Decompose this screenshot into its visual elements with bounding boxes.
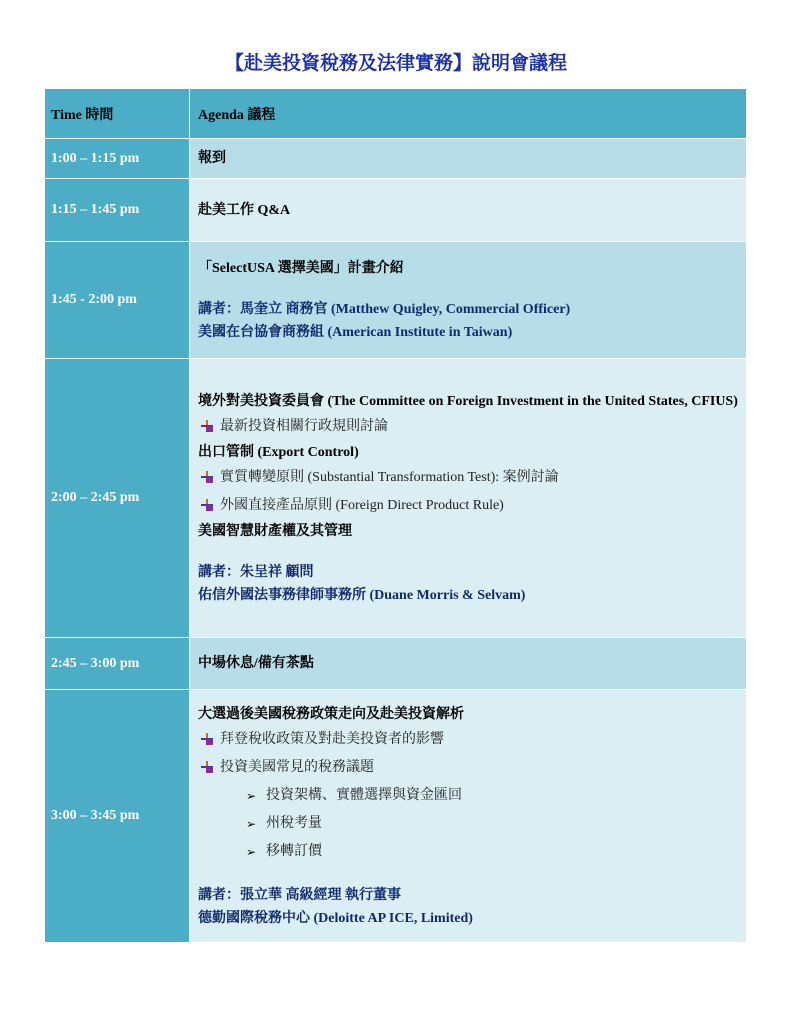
sub-item bbox=[198, 810, 738, 838]
sub-text: 投資架構、實體選擇與資金匯回 bbox=[266, 787, 462, 803]
header-time: Time 時間 bbox=[45, 89, 190, 139]
table-row bbox=[45, 242, 747, 359]
page-title: 【赴美投資稅務及法律實務】說明會議程 bbox=[224, 52, 567, 74]
table-row bbox=[45, 179, 747, 242]
table-row bbox=[45, 690, 747, 943]
sub-item bbox=[198, 782, 738, 810]
row-topic: 報到 bbox=[198, 151, 226, 166]
bullet-text: 投資美國常見的稅務議題 bbox=[220, 759, 374, 775]
bullet-text: 外國直接產品原則 (Foreign Direct Product Rule) bbox=[220, 497, 504, 513]
row-topic: 出口管制 (Export Control) bbox=[198, 444, 359, 460]
bullet-icon bbox=[201, 761, 213, 773]
speaker-name: 講者：馬奎立 商務官 (Matthew Quigley, Commercial Officer) bbox=[198, 301, 571, 317]
row-time: 1:00 – 1:15 pm bbox=[45, 139, 190, 179]
row-time: 3:00 – 3:45 pm bbox=[45, 690, 190, 943]
sub-text: 移轉訂價 bbox=[266, 843, 322, 859]
speaker-name: 講者：朱呈祥 顧問 bbox=[198, 564, 314, 580]
sub-item bbox=[198, 838, 738, 866]
bullet-item bbox=[198, 413, 738, 441]
speaker-name: 講者：張立華 高級經理 執行董事 bbox=[198, 887, 401, 903]
table-row bbox=[45, 638, 747, 690]
row-topic: 中場休息/備有茶點 bbox=[198, 656, 314, 671]
speaker-org: 佑信外國法事務律師事務所 (Duane Morris & Selvam) bbox=[198, 587, 526, 603]
row-topic: 「SelectUSA 選擇美國」計畫介紹 bbox=[198, 260, 404, 276]
table-row bbox=[45, 139, 747, 179]
arrow-icon: ➢ bbox=[246, 844, 257, 859]
row-topic: 大選過後美國稅務政策走向及赴美投資解析 bbox=[198, 706, 464, 722]
arrow-icon: ➢ bbox=[246, 816, 257, 831]
arrow-icon: ➢ bbox=[246, 788, 257, 803]
row-time: 2:00 – 2:45 pm bbox=[45, 359, 190, 638]
bullet-text: 最新投資相關行政規則討論 bbox=[220, 418, 388, 434]
speaker-org: 美國在台協會商務組 (American Institute in Taiwan) bbox=[198, 324, 513, 340]
sub-text: 州稅考量 bbox=[266, 815, 322, 831]
bullet-item bbox=[198, 492, 738, 520]
table-header-row bbox=[45, 89, 747, 139]
agenda-table bbox=[44, 88, 747, 943]
bullet-icon bbox=[201, 420, 213, 432]
table-row bbox=[45, 359, 747, 638]
row-time: 2:45 – 3:00 pm bbox=[45, 638, 190, 690]
bullet-icon bbox=[201, 733, 213, 745]
bullet-text: 拜登稅收政策及對赴美投資者的影響 bbox=[220, 731, 444, 747]
speaker-org: 德勤國際稅務中心 (Deloitte AP ICE, Limited) bbox=[198, 910, 473, 926]
row-time: 1:45 - 2:00 pm bbox=[45, 242, 190, 359]
bullet-item bbox=[198, 754, 738, 782]
bullet-icon bbox=[201, 499, 213, 511]
bullet-item bbox=[198, 464, 738, 492]
row-topic: 美國智慧財產權及其管理 bbox=[198, 523, 352, 539]
bullet-icon bbox=[201, 471, 213, 483]
header-agenda: Agenda 議程 bbox=[190, 89, 747, 139]
bullet-item bbox=[198, 726, 738, 754]
bullet-text: 實質轉變原則 (Substantial Transformation Test): 案例討論 bbox=[220, 469, 559, 485]
row-topic: 赴美工作 Q&A bbox=[198, 202, 291, 218]
row-topic: 境外對美投資委員會 (The Committee on Foreign Investment in the United States, CFIUS) bbox=[198, 393, 738, 409]
row-time: 1:15 – 1:45 pm bbox=[45, 179, 190, 242]
